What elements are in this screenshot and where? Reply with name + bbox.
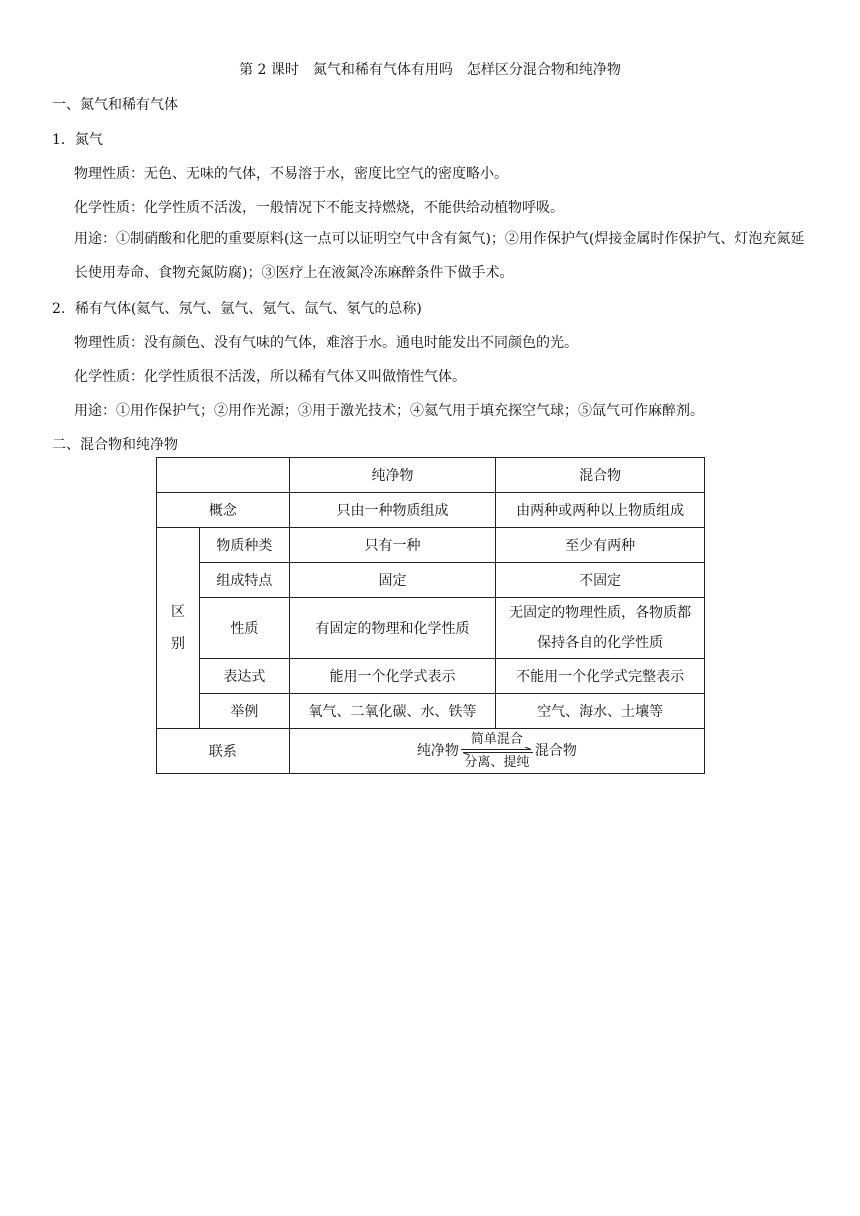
table-row [157,528,705,563]
double-arrow-icon [461,747,533,755]
row-label: 性质 [199,598,289,659]
concept-mixture: 由两种或两种以上物质组成 [496,493,705,528]
subheading-nitrogen: 1．氮气 [52,132,103,148]
noble-chemical: 化学性质：化学性质很不活泼，所以稀有气体又叫做惰性气体。 [74,369,466,385]
row-label: 举例 [199,694,289,729]
row-label: 物质种类 [199,528,289,563]
nitrogen-physical: 物理性质：无色、无味的气体，不易溶于水，密度比空气的密度略小。 [74,166,508,182]
comparison-table [156,457,705,774]
section-heading-nitrogen-noble: 一、氮气和稀有气体 [52,97,178,113]
concept-pure: 只由一种物质组成 [289,493,496,528]
table-row [157,659,705,694]
relation-right: 混合物 [534,743,577,759]
row-mixture: 不能用一个化学式完整表示 [496,659,705,694]
relation-backward-label: 分离、提纯 [464,755,530,770]
row-mixture: 无固定的物理性质，各物质都保持各自的化学性质 [496,598,705,659]
difference-label-char-2: 别 [170,636,185,652]
table-row [157,563,705,598]
nitrogen-uses-text: 用途：①制硝酸和化肥的重要原料(这一点可以证明空气中含有氮气)；②用作保护气(焊接金属时作保护气、灯泡充氮延长使用寿命、食物充氮防腐)；③医疗上在液氮冷冻麻醉条件下做手术。 [74,231,805,281]
concept-label: 概念 [157,493,290,528]
row-pure: 固定 [289,563,496,598]
page-title: 第 2 课时 氮气和稀有气体有用吗 怎样区分混合物和纯净物 [239,62,621,78]
noble-uses: 用途：①用作保护气；②用作光源；③用于激光技术；④氦气用于填充探空气球；⑤氙气可作麻醉剂。 [74,403,704,419]
row-pure: 有固定的物理和化学性质 [289,598,496,659]
table-row [157,598,705,659]
reversible-arrow [461,732,533,770]
header-pure: 纯净物 [289,458,496,493]
relation-label: 联系 [157,729,290,774]
difference-label-char-1: 区 [170,604,185,620]
table-corner-cell [157,458,290,493]
row-pure: 氧气、二氧化碳、水、铁等 [289,694,496,729]
noble-physical: 物理性质：没有颜色、没有气味的气体，难溶于水。通电时能发出不同颜色的光。 [74,335,578,351]
relation-left: 纯净物 [416,743,459,759]
row-mixture: 空气、海水、土壤等 [496,694,705,729]
table-header-row [157,458,705,493]
table-row [157,694,705,729]
row-mixture: 至少有两种 [496,528,705,563]
table-row-concept [157,493,705,528]
relation-forward-label: 简单混合 [470,732,523,747]
header-mixture: 混合物 [496,458,705,493]
row-pure: 能用一个化学式表示 [289,659,496,694]
row-pure: 只有一种 [289,528,496,563]
row-label: 组成特点 [199,563,289,598]
row-mixture: 不固定 [496,563,705,598]
nitrogen-uses [74,222,814,290]
relation-cell [289,729,704,774]
difference-label [157,528,200,729]
row-label: 表达式 [199,659,289,694]
section-heading-mixture-pure: 二、混合物和纯净物 [52,437,178,453]
subheading-noble-gas: 2．稀有气体(氦气、氖气、氩气、氪气、氙气、氡气的总称) [52,301,422,317]
table-row-relation [157,729,705,774]
nitrogen-chemical: 化学性质：化学性质不活泼，一般情况下不能支持燃烧，不能供给动植物呼吸。 [74,200,564,216]
